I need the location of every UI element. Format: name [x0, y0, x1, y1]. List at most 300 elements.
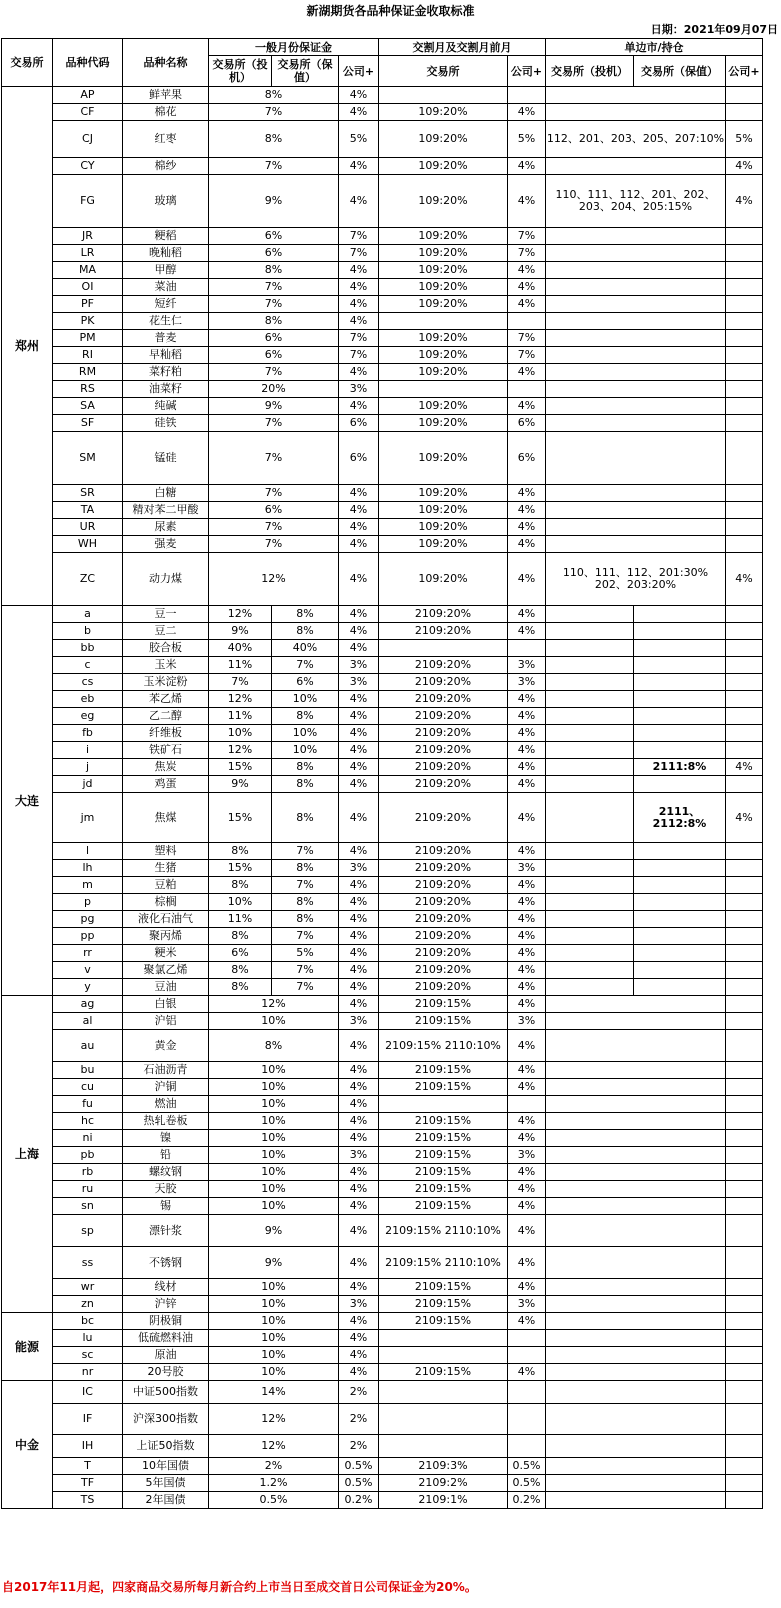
product-name: 豆粕	[123, 877, 209, 894]
delivery-company-plus: 4%	[508, 1364, 546, 1381]
general-company-plus: 4%	[339, 928, 379, 945]
general-company-plus: 4%	[339, 1364, 379, 1381]
product-name: 锡	[123, 1198, 209, 1215]
table-row	[2, 623, 763, 640]
general-ex-hedge: 5%	[272, 945, 339, 962]
unilateral-ex-hedge	[634, 606, 726, 623]
product-code: TA	[53, 502, 123, 519]
delivery-company-plus: 4%	[508, 1313, 546, 1330]
general-margin: 10%	[209, 1296, 339, 1313]
unilateral-ex-spec	[546, 860, 634, 877]
delivery-company-plus: 5%	[508, 121, 546, 158]
delivery-company-plus: 4%	[508, 485, 546, 502]
product-name: 螺纹钢	[123, 1164, 209, 1181]
general-margin: 7%	[209, 519, 339, 536]
product-code: RI	[53, 347, 123, 364]
product-code: cu	[53, 1079, 123, 1096]
unilateral-exchange	[546, 1458, 726, 1475]
delivery-exchange: 109:20%	[379, 553, 508, 606]
general-ex-hedge: 8%	[272, 793, 339, 843]
general-ex-hedge: 7%	[272, 843, 339, 860]
product-code: pb	[53, 1147, 123, 1164]
product-code: ni	[53, 1130, 123, 1147]
product-name: 天胶	[123, 1181, 209, 1198]
header-uni-ex-hedge: 交易所（保值）	[634, 56, 726, 87]
unilateral-exchange	[546, 1435, 726, 1458]
unilateral-exchange	[546, 1364, 726, 1381]
unilateral-company-plus	[726, 1458, 763, 1475]
unilateral-exchange	[546, 1475, 726, 1492]
unilateral-company-plus	[726, 877, 763, 894]
product-code: fb	[53, 725, 123, 742]
product-code: RS	[53, 381, 123, 398]
delivery-exchange: 2109:15%	[379, 1279, 508, 1296]
unilateral-ex-spec	[546, 708, 634, 725]
product-name: 2年国债	[123, 1492, 209, 1509]
unilateral-company-plus	[726, 313, 763, 330]
table-row	[2, 519, 763, 536]
general-margin: 10%	[209, 1164, 339, 1181]
delivery-exchange: 2109:20%	[379, 623, 508, 640]
general-margin: 9%	[209, 1215, 339, 1247]
product-code: sn	[53, 1198, 123, 1215]
product-code: sp	[53, 1215, 123, 1247]
unilateral-exchange	[546, 536, 726, 553]
delivery-exchange: 109:20%	[379, 262, 508, 279]
general-ex-spec: 40%	[209, 640, 272, 657]
general-company-plus: 4%	[339, 962, 379, 979]
general-ex-spec: 11%	[209, 911, 272, 928]
general-company-plus: 4%	[339, 979, 379, 996]
product-name: 粳稻	[123, 228, 209, 245]
unilateral-ex-spec	[546, 894, 634, 911]
delivery-exchange: 109:20%	[379, 121, 508, 158]
unilateral-company-plus	[726, 1364, 763, 1381]
delivery-company-plus: 4%	[508, 962, 546, 979]
general-ex-hedge: 7%	[272, 657, 339, 674]
product-code: JR	[53, 228, 123, 245]
table-row	[2, 708, 763, 725]
product-code: AP	[53, 87, 123, 104]
product-code: rb	[53, 1164, 123, 1181]
delivery-company-plus	[508, 1435, 546, 1458]
unilateral-ex-hedge	[634, 623, 726, 640]
sheet-title: 新湖期货各品种保证金收取标准	[306, 4, 475, 18]
product-code: TS	[53, 1492, 123, 1509]
unilateral-company-plus	[726, 1347, 763, 1364]
unilateral-exchange	[546, 1164, 726, 1181]
general-company-plus: 2%	[339, 1381, 379, 1404]
unilateral-ex-spec	[546, 725, 634, 742]
table-row	[2, 928, 763, 945]
delivery-exchange	[379, 1347, 508, 1364]
unilateral-company-plus	[726, 398, 763, 415]
table-row	[2, 725, 763, 742]
unilateral-company-plus	[726, 860, 763, 877]
unilateral-company-plus	[726, 1096, 763, 1113]
table-row	[2, 1247, 763, 1279]
delivery-company-plus: 4%	[508, 1247, 546, 1279]
unilateral-company-plus	[726, 228, 763, 245]
unilateral-ex-hedge	[634, 894, 726, 911]
unilateral-exchange	[546, 1079, 726, 1096]
delivery-exchange: 2109:20%	[379, 657, 508, 674]
table-row	[2, 398, 763, 415]
general-ex-spec: 8%	[209, 843, 272, 860]
unilateral-ex-hedge	[634, 691, 726, 708]
general-company-plus: 7%	[339, 245, 379, 262]
table-row	[2, 691, 763, 708]
general-company-plus: 7%	[339, 347, 379, 364]
unilateral-company-plus	[726, 1330, 763, 1347]
general-ex-spec: 6%	[209, 945, 272, 962]
table-row	[2, 228, 763, 245]
product-code: eb	[53, 691, 123, 708]
unilateral-exchange	[546, 245, 726, 262]
delivery-company-plus: 4%	[508, 725, 546, 742]
delivery-exchange: 2109:20%	[379, 742, 508, 759]
general-company-plus: 2%	[339, 1404, 379, 1435]
general-margin: 10%	[209, 1313, 339, 1330]
delivery-exchange: 2109:20%	[379, 894, 508, 911]
general-company-plus: 4%	[339, 104, 379, 121]
delivery-exchange: 2109:20%	[379, 979, 508, 996]
unilateral-ex-spec	[546, 759, 634, 776]
general-company-plus: 4%	[339, 911, 379, 928]
product-name: 黄金	[123, 1030, 209, 1062]
product-name: 阴极铜	[123, 1313, 209, 1330]
general-company-plus: 7%	[339, 330, 379, 347]
unilateral-exchange	[546, 1030, 726, 1062]
table-row	[2, 279, 763, 296]
delivery-exchange: 2109:20%	[379, 860, 508, 877]
exchange-name: 能源	[2, 1313, 53, 1381]
table-row	[2, 1164, 763, 1181]
table-row	[2, 1279, 763, 1296]
general-company-plus: 6%	[339, 415, 379, 432]
unilateral-company-plus	[726, 674, 763, 691]
unilateral-ex-spec	[546, 911, 634, 928]
delivery-exchange: 109:20%	[379, 398, 508, 415]
unilateral-company-plus	[726, 485, 763, 502]
general-margin: 2%	[209, 1458, 339, 1475]
unilateral-company-plus	[726, 776, 763, 793]
product-code: ag	[53, 996, 123, 1013]
table-row	[2, 364, 763, 381]
table-row	[2, 104, 763, 121]
table-row	[2, 1435, 763, 1458]
unilateral-exchange	[546, 347, 726, 364]
table-row	[2, 606, 763, 623]
unilateral-exchange	[546, 415, 726, 432]
header-general: 一般月份保证金	[209, 39, 379, 56]
general-margin: 7%	[209, 104, 339, 121]
unilateral-exchange	[546, 1313, 726, 1330]
table-row	[2, 640, 763, 657]
delivery-company-plus: 4%	[508, 398, 546, 415]
unilateral-exchange	[546, 228, 726, 245]
delivery-exchange: 2109:20%	[379, 606, 508, 623]
unilateral-company-plus: 5%	[726, 121, 763, 158]
general-margin: 1.2%	[209, 1475, 339, 1492]
table-row	[2, 979, 763, 996]
product-name: 油菜籽	[123, 381, 209, 398]
unilateral-exchange	[546, 1296, 726, 1313]
delivery-exchange: 2109:15%	[379, 996, 508, 1013]
unilateral-company-plus	[726, 742, 763, 759]
unilateral-company-plus	[726, 996, 763, 1013]
unilateral-company-plus: 4%	[726, 553, 763, 606]
unilateral-company-plus	[726, 279, 763, 296]
general-company-plus: 4%	[339, 793, 379, 843]
delivery-company-plus: 7%	[508, 330, 546, 347]
unilateral-company-plus	[726, 657, 763, 674]
delivery-company-plus: 7%	[508, 245, 546, 262]
delivery-exchange: 109:20%	[379, 536, 508, 553]
general-margin: 10%	[209, 1198, 339, 1215]
unilateral-exchange	[546, 1130, 726, 1147]
unilateral-exchange	[546, 1381, 726, 1404]
unilateral-exchange	[546, 485, 726, 502]
table-row	[2, 962, 763, 979]
product-name: 白糖	[123, 485, 209, 502]
unilateral-ex-hedge	[634, 708, 726, 725]
delivery-exchange: 2109:20%	[379, 708, 508, 725]
product-code: i	[53, 742, 123, 759]
delivery-company-plus: 6%	[508, 432, 546, 485]
delivery-company-plus: 4%	[508, 553, 546, 606]
unilateral-company-plus	[726, 519, 763, 536]
delivery-company-plus: 4%	[508, 296, 546, 313]
general-company-plus: 4%	[339, 894, 379, 911]
product-name: 花生仁	[123, 313, 209, 330]
delivery-exchange: 2109:20%	[379, 945, 508, 962]
delivery-company-plus: 4%	[508, 1279, 546, 1296]
delivery-company-plus: 4%	[508, 104, 546, 121]
unilateral-company-plus	[726, 1247, 763, 1279]
general-ex-spec: 8%	[209, 979, 272, 996]
general-company-plus: 0.5%	[339, 1458, 379, 1475]
delivery-exchange: 109:20%	[379, 158, 508, 175]
general-company-plus: 4%	[339, 742, 379, 759]
delivery-company-plus: 4%	[508, 1130, 546, 1147]
general-margin: 6%	[209, 330, 339, 347]
delivery-exchange: 2109:20%	[379, 928, 508, 945]
unilateral-ex-hedge: 2111:8%	[634, 759, 726, 776]
unilateral-ex-hedge	[634, 945, 726, 962]
unilateral-exchange	[546, 1330, 726, 1347]
general-ex-hedge: 6%	[272, 674, 339, 691]
unilateral-exchange: 110、111、112、201:30% 202、203:20%	[546, 553, 726, 606]
delivery-exchange: 2109:15%	[379, 1313, 508, 1330]
delivery-exchange: 2109:15%	[379, 1147, 508, 1164]
product-name: 线材	[123, 1279, 209, 1296]
unilateral-exchange	[546, 104, 726, 121]
product-name: 液化石油气	[123, 911, 209, 928]
table-row	[2, 945, 763, 962]
delivery-company-plus	[508, 1096, 546, 1113]
product-name: 粳米	[123, 945, 209, 962]
unilateral-exchange	[546, 330, 726, 347]
table-row	[2, 158, 763, 175]
header-uni-ex-spec: 交易所（投机）	[546, 56, 634, 87]
general-ex-spec: 10%	[209, 725, 272, 742]
delivery-company-plus: 4%	[508, 793, 546, 843]
delivery-exchange: 2109:15%	[379, 1113, 508, 1130]
exchange-name: 郑州	[2, 87, 53, 606]
unilateral-company-plus	[726, 1313, 763, 1330]
product-name: 燃油	[123, 1096, 209, 1113]
table-row	[2, 1364, 763, 1381]
general-ex-spec: 9%	[209, 776, 272, 793]
delivery-exchange: 2109:15%	[379, 1198, 508, 1215]
unilateral-ex-hedge	[634, 640, 726, 657]
general-company-plus: 4%	[339, 1113, 379, 1130]
unilateral-company-plus	[726, 1435, 763, 1458]
general-company-plus: 4%	[339, 843, 379, 860]
product-code: bu	[53, 1062, 123, 1079]
delivery-exchange: 2109:1%	[379, 1492, 508, 1509]
general-ex-spec: 11%	[209, 708, 272, 725]
product-name: 豆油	[123, 979, 209, 996]
general-margin: 9%	[209, 175, 339, 228]
product-name: 乙二醇	[123, 708, 209, 725]
table-body	[2, 87, 763, 1509]
delivery-company-plus: 4%	[508, 606, 546, 623]
table-row	[2, 1013, 763, 1030]
product-name: 沪铜	[123, 1079, 209, 1096]
unilateral-ex-spec	[546, 606, 634, 623]
delivery-exchange: 109:20%	[379, 228, 508, 245]
product-code: LR	[53, 245, 123, 262]
general-margin: 12%	[209, 1404, 339, 1435]
delivery-company-plus: 0.5%	[508, 1475, 546, 1492]
general-ex-spec: 12%	[209, 606, 272, 623]
unilateral-company-plus	[726, 1296, 763, 1313]
unilateral-ex-hedge	[634, 911, 726, 928]
header-delivery: 交割月及交割月前月	[379, 39, 546, 56]
general-ex-spec: 15%	[209, 860, 272, 877]
general-company-plus: 4%	[339, 945, 379, 962]
general-company-plus: 4%	[339, 606, 379, 623]
general-company-plus: 4%	[339, 519, 379, 536]
product-name: 普麦	[123, 330, 209, 347]
table-row	[2, 432, 763, 485]
unilateral-exchange: 110、111、112、201、202、203、204、205:15%	[546, 175, 726, 228]
general-margin: 10%	[209, 1347, 339, 1364]
unilateral-ex-spec	[546, 793, 634, 843]
general-ex-spec: 12%	[209, 691, 272, 708]
delivery-exchange	[379, 381, 508, 398]
delivery-company-plus: 4%	[508, 519, 546, 536]
general-company-plus: 4%	[339, 158, 379, 175]
unilateral-ex-hedge	[634, 860, 726, 877]
unilateral-exchange	[546, 1215, 726, 1247]
delivery-exchange: 2109:15%	[379, 1364, 508, 1381]
delivery-company-plus: 4%	[508, 502, 546, 519]
delivery-company-plus: 4%	[508, 708, 546, 725]
header-uni-company-plus: 公司+	[726, 56, 763, 87]
unilateral-company-plus	[726, 928, 763, 945]
unilateral-ex-spec	[546, 843, 634, 860]
delivery-exchange: 2109:15%	[379, 1181, 508, 1198]
table-row	[2, 1130, 763, 1147]
unilateral-exchange	[546, 1247, 726, 1279]
delivery-company-plus	[508, 640, 546, 657]
general-ex-hedge: 7%	[272, 979, 339, 996]
general-company-plus: 2%	[339, 1435, 379, 1458]
general-company-plus: 4%	[339, 1347, 379, 1364]
unilateral-exchange	[546, 398, 726, 415]
delivery-exchange: 2109:3%	[379, 1458, 508, 1475]
delivery-company-plus: 4%	[508, 843, 546, 860]
product-code: IC	[53, 1381, 123, 1404]
general-company-plus: 4%	[339, 708, 379, 725]
delivery-company-plus: 4%	[508, 1215, 546, 1247]
general-company-plus: 4%	[339, 398, 379, 415]
general-margin: 9%	[209, 1247, 339, 1279]
general-margin: 6%	[209, 502, 339, 519]
product-code: wr	[53, 1279, 123, 1296]
unilateral-company-plus	[726, 979, 763, 996]
unilateral-company-plus	[726, 1079, 763, 1096]
product-code: SM	[53, 432, 123, 485]
general-company-plus: 7%	[339, 228, 379, 245]
product-code: hc	[53, 1113, 123, 1130]
unilateral-ex-spec	[546, 691, 634, 708]
table-row	[2, 121, 763, 158]
product-code: m	[53, 877, 123, 894]
general-ex-hedge: 8%	[272, 759, 339, 776]
unilateral-exchange	[546, 87, 726, 104]
general-company-plus: 4%	[339, 1330, 379, 1347]
table-row	[2, 553, 763, 606]
product-name: 胶合板	[123, 640, 209, 657]
unilateral-ex-spec	[546, 776, 634, 793]
general-company-plus: 3%	[339, 1296, 379, 1313]
general-ex-spec: 15%	[209, 793, 272, 843]
general-margin: 20%	[209, 381, 339, 398]
table-row	[2, 347, 763, 364]
general-company-plus: 4%	[339, 1181, 379, 1198]
unilateral-company-plus	[726, 945, 763, 962]
unilateral-company-plus	[726, 1492, 763, 1509]
table-row	[2, 175, 763, 228]
general-company-plus: 4%	[339, 776, 379, 793]
general-ex-hedge: 8%	[272, 606, 339, 623]
table-row	[2, 1096, 763, 1113]
unilateral-ex-spec	[546, 742, 634, 759]
delivery-exchange: 109:20%	[379, 296, 508, 313]
product-name: 玻璃	[123, 175, 209, 228]
product-name: 聚丙烯	[123, 928, 209, 945]
unilateral-exchange	[546, 381, 726, 398]
unilateral-exchange	[546, 1181, 726, 1198]
general-margin: 8%	[209, 1030, 339, 1062]
product-code: SR	[53, 485, 123, 502]
unilateral-company-plus	[726, 1215, 763, 1247]
general-ex-hedge: 8%	[272, 776, 339, 793]
product-code: pg	[53, 911, 123, 928]
delivery-exchange: 109:20%	[379, 330, 508, 347]
table-row	[2, 1181, 763, 1198]
product-name: 甲醇	[123, 262, 209, 279]
header-unilateral: 单边市/持仓	[546, 39, 763, 56]
unilateral-company-plus	[726, 606, 763, 623]
delivery-company-plus: 0.5%	[508, 1458, 546, 1475]
general-margin: 8%	[209, 121, 339, 158]
delivery-company-plus: 4%	[508, 979, 546, 996]
